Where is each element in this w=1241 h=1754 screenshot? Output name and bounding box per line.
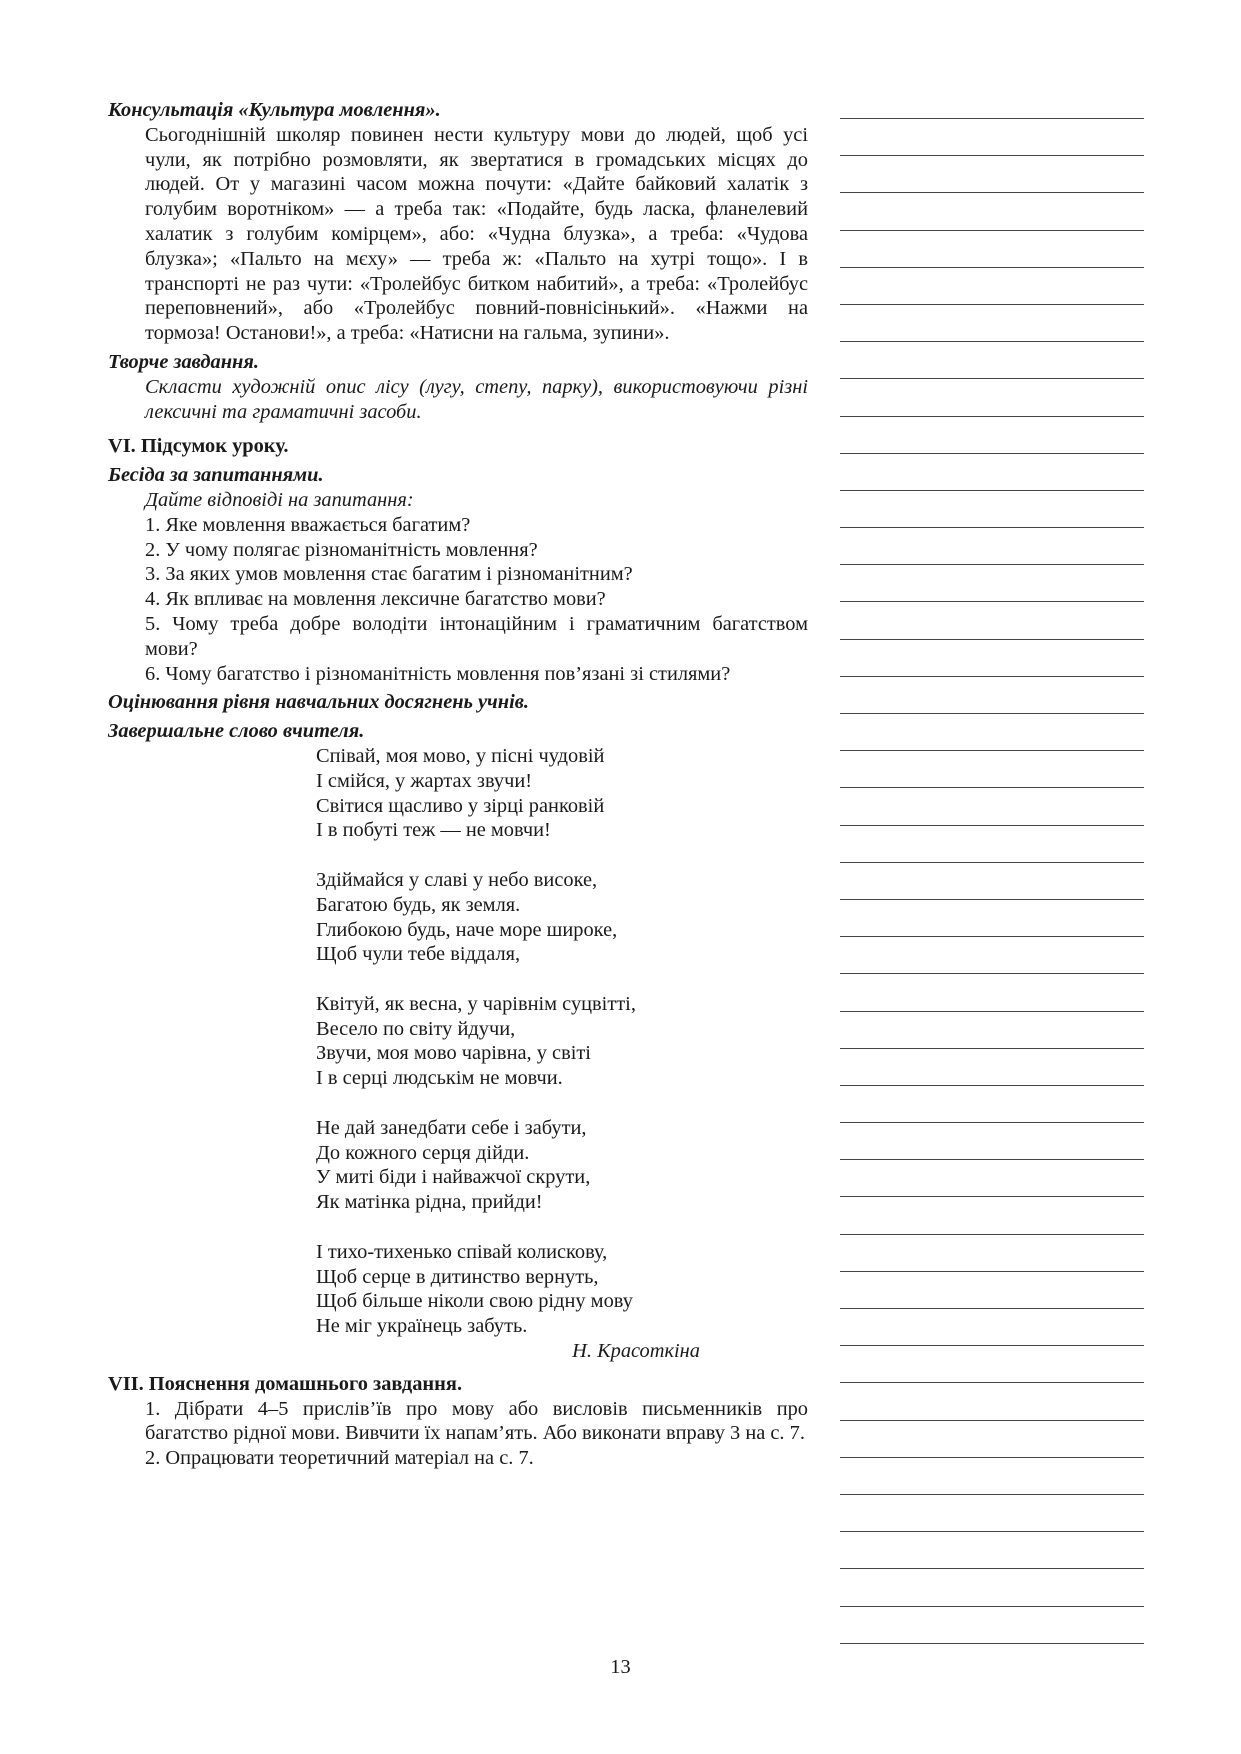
assessment-heading: Оцінювання рівня навчальних досягнень учнів. (108, 691, 529, 714)
poem-stanza (316, 744, 808, 843)
note-line (840, 230, 1144, 231)
poem-stanza (316, 1240, 808, 1339)
questions-list (108, 488, 808, 686)
note-line (840, 490, 1144, 491)
note-line (840, 1308, 1144, 1309)
list-item: 4. Як впливає на мовлення лексичне багатство мови? (145, 588, 606, 611)
note-line (840, 1048, 1144, 1049)
creative-task-heading: Творче завдання. (108, 350, 259, 373)
note-line (840, 862, 1144, 863)
list-item: 1. Яке мовлення вважається багатим? (145, 513, 471, 536)
consultation-heading: Консультація «Культура мовлення». (108, 99, 441, 121)
note-line (840, 1457, 1144, 1458)
questions-intro: Дайте відповіді на запитання: (145, 488, 414, 511)
poem-stanza (316, 1116, 808, 1215)
homework-heading: VII. Пояснення домашнього завдання. (108, 1372, 463, 1395)
page-number: 13 (610, 1656, 631, 1678)
notes-lines (840, 118, 1144, 1680)
creative-task-text: Скласти художній опис лісу (лугу, степу, парку), використовуючи різні лексичні та граматичні засоби. (145, 375, 808, 423)
final-word-heading: Завершальне слово вчителя. (108, 720, 365, 743)
note-line (840, 973, 1144, 974)
poem-author: Н. Красоткіна (572, 1340, 700, 1363)
note-line (840, 1196, 1144, 1197)
list-item: 5. Чому треба добре володіти інтонаційним і граматичним багатством мови? (145, 612, 808, 660)
homework-list (108, 1397, 808, 1471)
poem-line: Багатою будь, як земля. (316, 893, 521, 916)
poem-line: До кожного серця дійди. (316, 1141, 530, 1164)
note-line (840, 1382, 1144, 1383)
poem-line: Весело по світу йдучи, (316, 1017, 516, 1040)
list-item: 6. Чому багатство і різноманітність мовлення пов’язані зі стилями? (145, 662, 731, 685)
poem-line: Не дай занедбати себе і забути, (316, 1116, 587, 1139)
note-line (840, 1271, 1144, 1272)
note-line (840, 1234, 1144, 1235)
note-line (840, 639, 1144, 640)
list-item: 1. Дібрати 4–5 прислів’їв про мову або висловів письменників про багатство рідної мови. Вивчити їх напам’ять. Або виконати вправу 3 на с. 7. (145, 1397, 808, 1445)
note-line (840, 1494, 1144, 1495)
note-line (840, 1606, 1144, 1607)
list-item: 2. У чому полягає різноманітність мовлення? (145, 538, 538, 561)
note-line (840, 378, 1144, 379)
note-line (840, 1420, 1144, 1421)
poem-line: Щоб серце в дитинство вернуть, (316, 1265, 599, 1288)
poem-line: І в побуті теж — не мовчи! (316, 819, 551, 842)
poem-line: Щоб чули тебе віддаля, (316, 943, 521, 966)
note-line (840, 1011, 1144, 1012)
note-line (840, 267, 1144, 268)
poem-line: І смійся, у жартах звучи! (316, 769, 533, 792)
note-line (840, 750, 1144, 751)
list-item: 2. Опрацювати теоретичний матеріал на с. 7. (145, 1447, 534, 1470)
poem-line: Світися щасливо у зірці ранковій (316, 794, 605, 817)
note-line (840, 1085, 1144, 1086)
note-line (840, 1345, 1144, 1346)
note-line (840, 676, 1144, 677)
note-line (840, 416, 1144, 417)
note-line (840, 304, 1144, 305)
note-line (840, 936, 1144, 937)
poem-line: Глибокою будь, наче море широке, (316, 918, 618, 941)
poem-line: Квітуй, як весна, у чарівнім суцвітті, (316, 992, 636, 1015)
poem-line: Здіймайся у славі у небо високе, (316, 868, 598, 891)
poem-line: Не міг українець забуть. (316, 1315, 528, 1338)
poem-line: Щоб більше ніколи свою рідну мову (316, 1290, 633, 1313)
poem (108, 744, 808, 1339)
note-line (840, 155, 1144, 156)
list-item: 3. За яких умов мовлення стає багатим і різноманітним? (145, 563, 633, 586)
note-line (840, 527, 1144, 528)
poem-stanza (316, 992, 808, 1091)
note-line (840, 1159, 1144, 1160)
note-line (840, 453, 1144, 454)
note-line (840, 1122, 1144, 1123)
note-line (840, 192, 1144, 193)
summary-heading: VI. Підсумок уроку. (108, 435, 289, 458)
poem-line: У миті біди і найважчої скрути, (316, 1166, 591, 1189)
poem-line: І в серці людськім не мовчи. (316, 1067, 563, 1090)
note-line (840, 564, 1144, 565)
note-line (840, 899, 1144, 900)
note-line (840, 341, 1144, 342)
note-line (840, 713, 1144, 714)
note-line (840, 1531, 1144, 1532)
consultation-text: Сьогоднішній школяр повинен нести культуру мови до людей, щоб усі чули, як потрібно розмовляти, як звертатися в громадських місцях до людей. От у магазині часом можна почути: «Дайте байковий халатік з голубим воротніком» — а треба так: «Подайте, будь ласка, фланелевий халатик з голубим комірцем», або: «Чудна блузка», а треба: «Чудова блузка»; «Пальто на мєху» — треба ж: «Пальто на хутрі тощо». І в транспорті не раз чути: «Тролейбус битком набитий», а треба: «Тролейбус переповнений», або «Тролейбус повний-повнісінький». «Нажми на тормоза! Останови!», а треба: «Натисни на гальма, зупини». (145, 123, 808, 345)
poem-line: І тихо-тихенько співай колискову, (316, 1240, 608, 1263)
poem-line: Співай, моя мово, у пісні чудовій (316, 744, 605, 767)
poem-line: Звучи, моя мово чарівна, у світі (316, 1042, 591, 1065)
conversation-heading: Бесіда за запитаннями. (108, 464, 324, 487)
note-line (840, 825, 1144, 826)
note-line (840, 1643, 1144, 1644)
poem-stanza (316, 868, 808, 967)
note-line (840, 118, 1144, 119)
main-text-column (108, 98, 808, 1471)
note-line (840, 1568, 1144, 1569)
note-line (840, 787, 1144, 788)
note-line (840, 601, 1144, 602)
poem-line: Як матінка рідна, прийди! (316, 1191, 543, 1214)
